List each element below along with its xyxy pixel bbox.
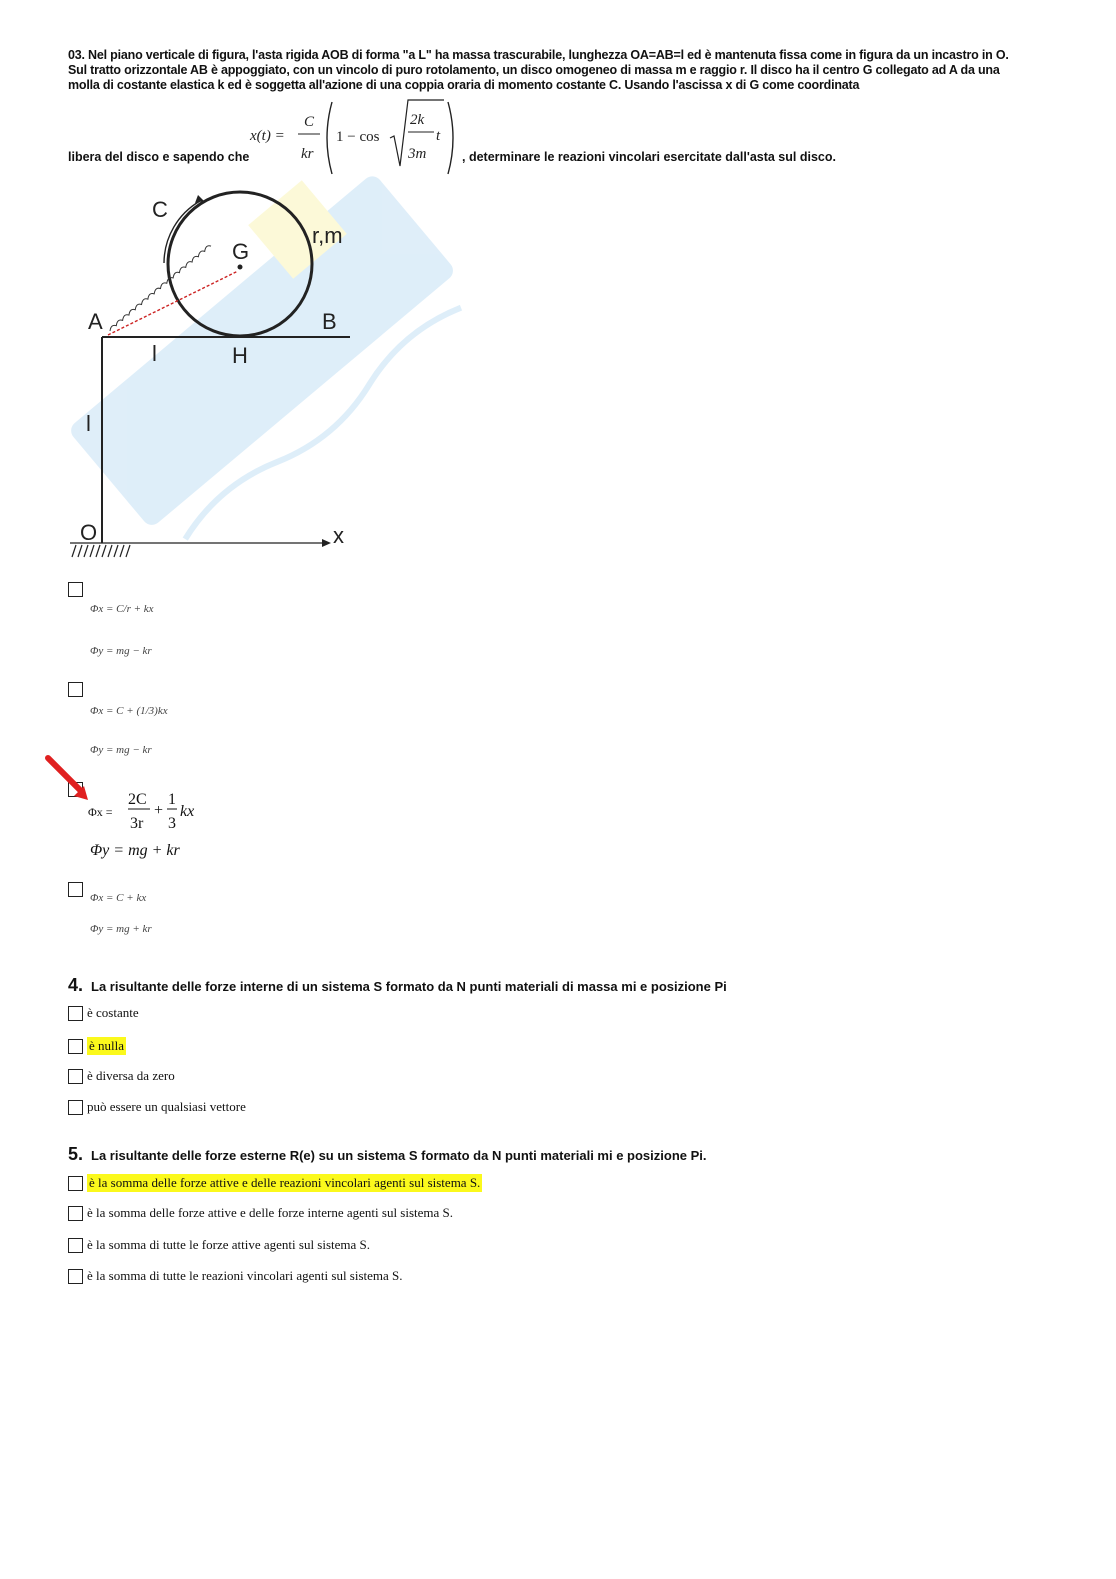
q3-option-1-phi-y: Φy = mg − kr [90, 645, 152, 657]
spring [108, 271, 238, 335]
q3-option-3-phi-y: Φy = mg + kr [90, 842, 180, 859]
label-l-top: l [152, 341, 157, 366]
label-l-side: l [86, 411, 91, 436]
q4-option-2[interactable]: è nulla [68, 1037, 126, 1055]
q3-option-4-phi-y: Φy = mg + kr [90, 923, 152, 935]
svg-text:Φx =: Φx = [88, 805, 113, 819]
q3-option-4-phi-x: Φx = C + kx [90, 892, 147, 904]
label-x: x [333, 523, 344, 548]
q5-option-2-checkbox[interactable] [68, 1206, 83, 1221]
motion-formula [248, 96, 473, 178]
svg-text:3r: 3r [130, 815, 144, 832]
q5-option-3[interactable]: è la somma di tutte le forze attive agenti sul sistema S. [68, 1237, 370, 1253]
label-C: C [152, 197, 168, 222]
question-3-tail: , determinare le reazioni vincolari esercitate dall'asta sul disco. [462, 150, 836, 164]
label-A: A [88, 309, 103, 334]
mechanism-diagram [60, 185, 370, 565]
label-H: H [232, 343, 248, 368]
q4-option-1-checkbox[interactable] [68, 1006, 83, 1021]
q3-option-1-checkbox[interactable] [68, 582, 83, 597]
label-G: G [232, 239, 250, 264]
q4-option-2-checkbox[interactable] [68, 1039, 83, 1054]
q4-option-4-checkbox[interactable] [68, 1100, 83, 1115]
answer-arrow-icon [40, 752, 100, 807]
q3-option-2-phi-y: Φy = mg − kr [90, 744, 152, 756]
formula-sqrt-den: 3m [408, 146, 427, 162]
formula-den: kr [301, 146, 314, 162]
svg-text:2C: 2C [128, 791, 147, 808]
question-4-heading [68, 975, 727, 996]
question-5-heading [68, 1144, 707, 1165]
question-4-text: La risultante delle forze interne di un sistema S formato da N punti materiali di massa mi e posizione Pi [91, 979, 727, 994]
q5-option-4[interactable]: è la somma di tutte le reazioni vincolari agenti sul sistema S. [68, 1268, 403, 1284]
svg-text:1: 1 [168, 791, 176, 808]
disc [168, 192, 312, 336]
svg-text:kx: kx [180, 803, 195, 820]
q4-option-4[interactable]: può essere un qualsiasi vettore [68, 1099, 246, 1115]
q5-option-4-checkbox[interactable] [68, 1269, 83, 1284]
question-4-number: 4. [68, 975, 84, 995]
formula-num: C [304, 114, 315, 130]
ground-hatch [72, 545, 130, 557]
q3-option-2-phi-x: Φx = C + (1/3)kx [90, 705, 168, 717]
label-B: B [322, 309, 337, 334]
formula-lhs: x(t) = [250, 128, 285, 144]
question-3-text: 03. Nel piano verticale di figura, l'asta rigida AOB di forma "a L" ha massa trascurabile, lunghezza OA=AB=l ed è mantenuta fissa come in figura da un incastro in O. Sul tratto orizzontale AB è appoggiato, con un vincolo di puro rotolamento, un disco omogeneo di massa m e raggio r. Il disco ha il centro G collegato ad A da una molla di costante elastica k ed è soggetta all'azione di una coppia oraria di momento costante C. Usando l'ascissa x di G come coordinata [68, 48, 1009, 92]
center-G-dot [238, 265, 243, 270]
question-5-number: 5. [68, 1144, 84, 1164]
formula-t: t [436, 128, 441, 144]
svg-text:3: 3 [168, 815, 176, 832]
q3-option-2-checkbox[interactable] [68, 682, 83, 697]
q4-option-1[interactable]: è costante [68, 1005, 139, 1021]
label-O: O [80, 520, 98, 545]
q4-option-3-checkbox[interactable] [68, 1069, 83, 1084]
q4-option-3[interactable]: è diversa da zero [68, 1068, 175, 1084]
q5-option-3-checkbox[interactable] [68, 1238, 83, 1253]
q5-option-2[interactable]: è la somma delle forze attive e delle forze interne agenti sul sistema S. [68, 1205, 453, 1221]
q3-option-1-phi-x: Φx = C/r + kx [90, 603, 154, 615]
q3-option-3-phi-x [88, 786, 208, 834]
q5-option-1[interactable]: è la somma delle forze attive e delle reazioni vincolari agenti sul sistema S. [68, 1174, 482, 1192]
svg-text:+: + [154, 802, 164, 819]
question-5-text: La risultante delle forze esterne R(e) su un sistema S formato da N punti materiali mi e posizione Pi. [91, 1148, 707, 1163]
formula-cos: 1 − cos [336, 129, 380, 145]
q5-option-1-checkbox[interactable] [68, 1176, 83, 1191]
q3-option-4-checkbox[interactable] [68, 882, 83, 897]
question-3-lead: libera del disco e sapendo che [68, 150, 250, 164]
formula-sqrt-num: 2k [410, 112, 425, 128]
label-rm: r,m [312, 223, 343, 248]
